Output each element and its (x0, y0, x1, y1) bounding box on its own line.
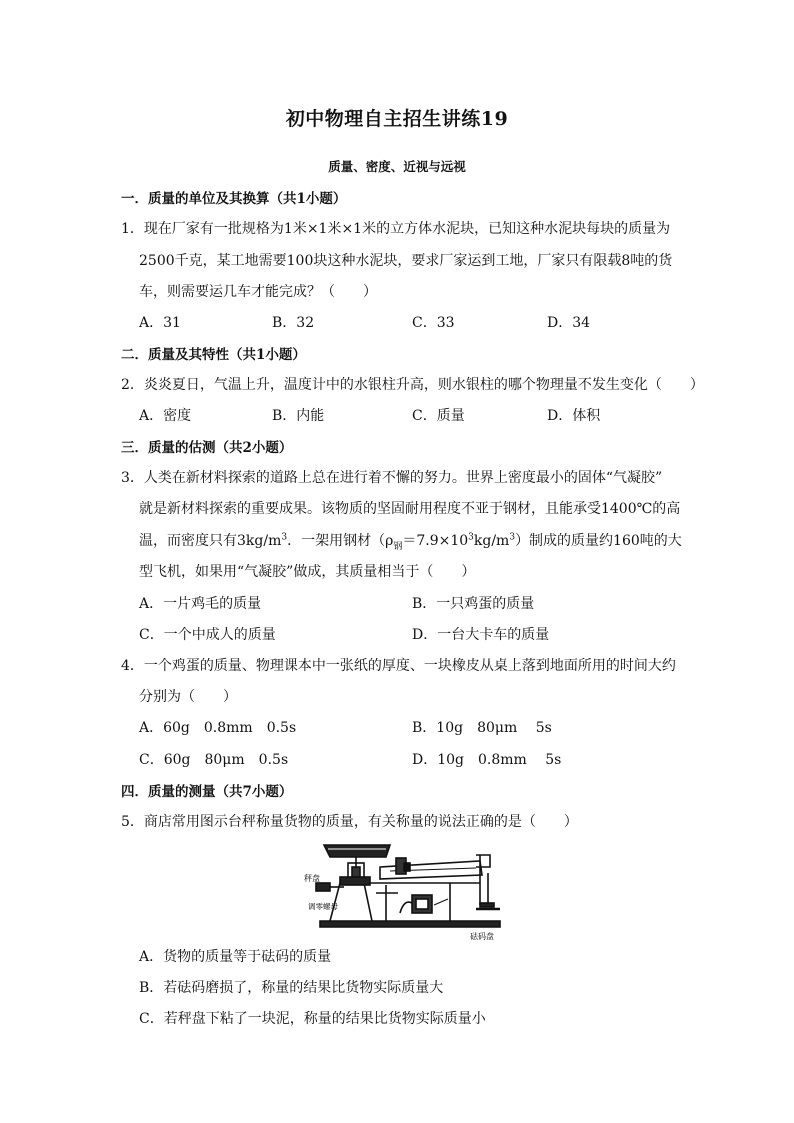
q2-option-d: D．体积 (547, 408, 601, 424)
q4-line-1: 4．一个鸡蛋的质量、物理课本中一张纸的厚度、一块橡皮从桌上落到地面所用的时间大约 (121, 658, 676, 674)
q3-line-3-part-e: kg/m (473, 533, 510, 549)
page-title: 初中物理自主招生讲练19 (285, 108, 509, 130)
q1-option-d: D．34 (547, 315, 591, 331)
q3-option-d: D．一台大卡车的质量 (412, 627, 550, 643)
q3-superscript: 3 (468, 532, 474, 543)
q5-option-c: C．若秤盘下粘了一块泥，称量的结果比货物实际质量小 (139, 1011, 486, 1027)
q3-option-a: A．一片鸡毛的质量 (139, 596, 262, 612)
q4-option-d: D．10g 0.8mm 5s (412, 752, 562, 768)
section-heading-4: 四．质量的测量（共7小题） (121, 784, 293, 800)
q3-line-3-part-f: ）制成的质量约160吨的大 (515, 533, 682, 549)
q2-option-c: C．质量 (412, 408, 465, 424)
platform-scale-figure (300, 833, 518, 941)
section-heading-1: 一．质量的单位及其换算（共1小题） (121, 191, 347, 207)
q5-option-b: B．若砝码磨损了，称量的结果比货物实际质量大 (139, 980, 444, 996)
figure-label-weight: 砝码盘 (470, 932, 494, 941)
q2-line-1: 2．炎炎夏日，气温上升，温度计中的水银柱升高，则水银柱的哪个物理量不发生变化（ ） (121, 377, 704, 393)
q3-superscript: 3 (509, 532, 516, 543)
q1-line-1: 1．现在厂家有一批规格为1米×1米×1米的立方体水泥块，已知这种水泥块每块的质量为 (121, 221, 671, 237)
q2-option-a: A．密度 (139, 408, 192, 424)
q1-option-a: A．31 (139, 315, 181, 331)
q3-line-1: 3．人类在新材料探索的道路上总在进行着不懈的努力。世界上密度最小的固体“气凝胶” (121, 470, 663, 486)
section-heading-3: 三．质量的估测（共2小题） (121, 440, 293, 456)
page-subtitle: 质量、密度、近视与远视 (328, 159, 466, 174)
q3-subscript: 钢 (393, 541, 403, 552)
q3-line-3-part-b: ．一架用钢材（ρ (287, 533, 394, 549)
figure-label-zero-screw: 调零螺母 (308, 902, 338, 911)
q5-line-1: 5．商店常用图示台秤称量货物的质量，有关称量的说法正确的是（ ） (121, 814, 578, 830)
q2-option-b: B．内能 (272, 408, 325, 424)
q3-line-3 (139, 530, 682, 552)
q3-line-4: 型飞机，如果用“气凝胶”做成，其质量相当于（ ） (139, 564, 476, 580)
q1-option-b: B．32 (272, 315, 315, 331)
q4-option-c: C．60g 80μm 0.5s (139, 752, 289, 768)
q3-superscript: 3 (281, 532, 288, 543)
q4-option-a: A．60g 0.8mm 0.5s (139, 720, 297, 736)
q5-option-a: A．货物的质量等于砝码的质量 (139, 949, 332, 965)
q1-option-c: C．33 (412, 315, 455, 331)
q4-line-2: 分别为（ ） (139, 689, 237, 705)
q1-line-2: 2500千克，某工地需要100块这种水泥块，要求厂家运到工地，厂家只有限载8吨的货 (139, 253, 673, 269)
q3-option-b: B．一只鸡蛋的质量 (412, 596, 535, 612)
q3-line-3-part-a: 温，而密度只有3kg/m (139, 533, 282, 549)
q3-line-2: 就是新材料探索的重要成果。该物质的坚固耐用程度不亚于钢材，且能承受1400℃的高 (139, 501, 681, 517)
figure-label-pan: 秤盘 (304, 874, 320, 883)
q3-option-c: C．一个中成人的质量 (139, 627, 276, 643)
section-heading-2: 二．质量及其特性（共1小题） (121, 347, 306, 363)
q1-line-3: 车，则需要运几车才能完成？（ ） (139, 284, 377, 300)
q4-option-b: B．10g 80μm 5s (412, 720, 552, 736)
q3-line-3-part-d: ＝7.9×10 (402, 533, 469, 549)
